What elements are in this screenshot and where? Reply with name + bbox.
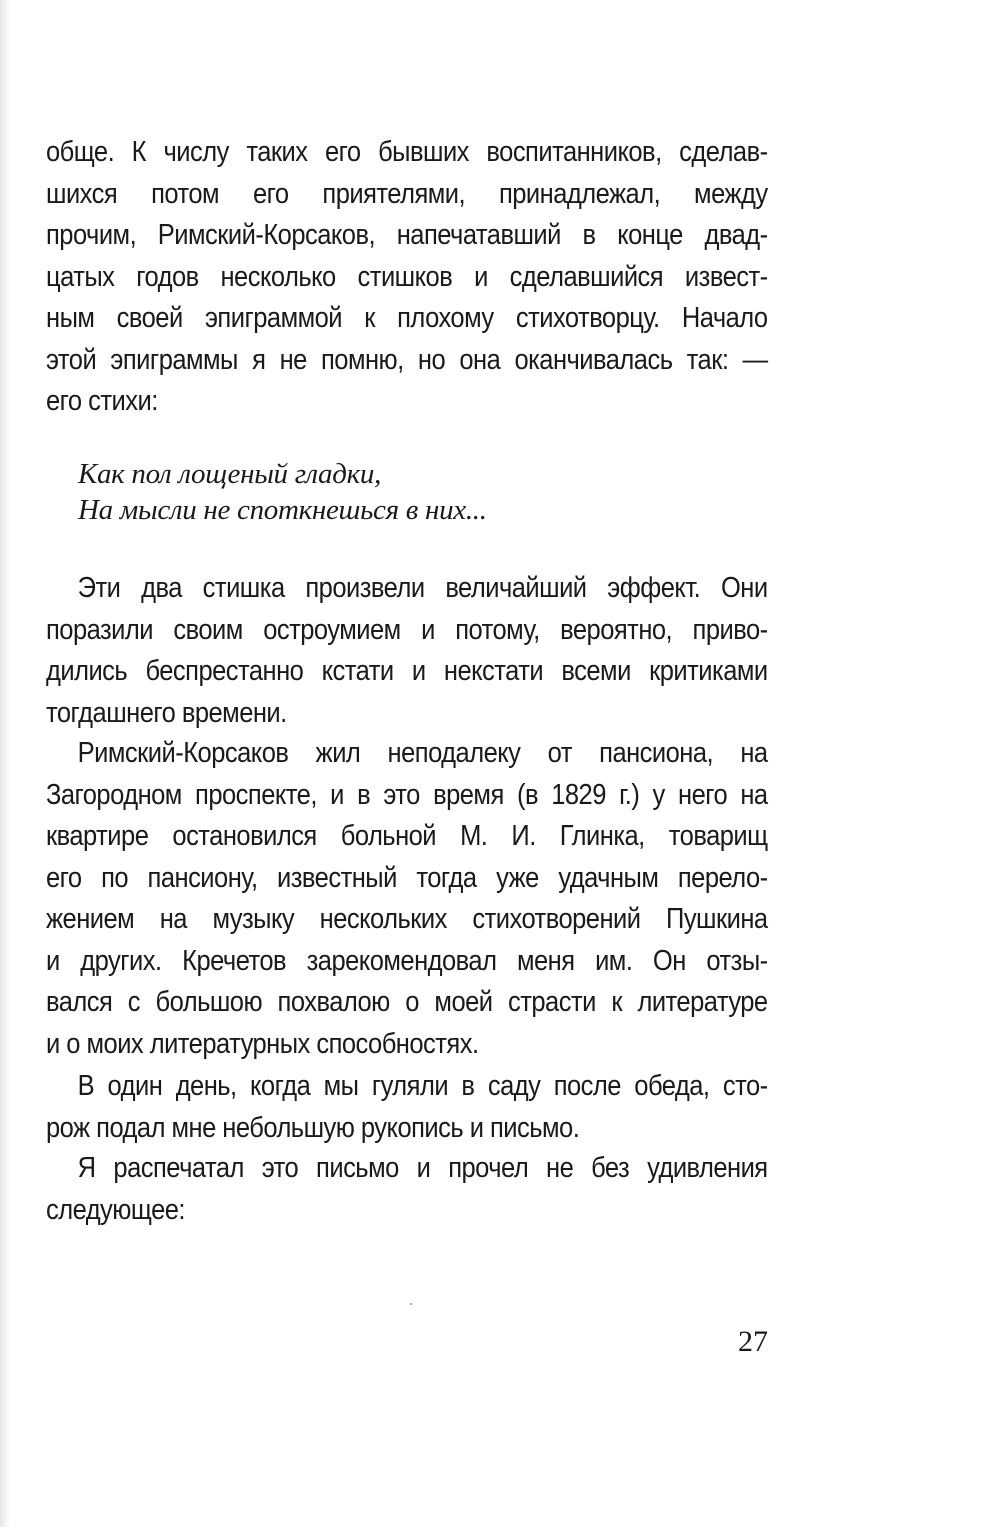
text-line: следующее: <box>46 1193 185 1226</box>
text-line: поразили своим остроумием и потому, вероятно, приво- <box>46 613 768 646</box>
text-line: рож подал мне небольшую рукопись и письмо. <box>46 1111 580 1144</box>
scan-edge-shadow <box>0 0 10 1527</box>
text-line: и о моих литературных способностях. <box>46 1027 479 1060</box>
page-number: 27 <box>738 1325 768 1358</box>
text-line: этой эпиграммы я не помню, но она оканчивалась так: — <box>46 343 768 376</box>
epigram-verse <box>78 456 487 528</box>
text-line: его по пансиону, известный тогда уже удачным перело- <box>46 861 768 894</box>
paragraph-3 <box>46 733 768 1065</box>
text-line: дились беспрестанно кстати и некстати всеми критиками <box>46 655 768 687</box>
text-line: Эти два стишка произвели величайший эффект. Они <box>77 572 768 604</box>
text-line: ным своей эпиграммой к плохому стихотворцу. Начало <box>46 302 768 334</box>
text-line: В один день, когда мы гуляли в саду после обеда, сто- <box>77 1070 768 1102</box>
text-line: и других. Кречетов зарекомендовал меня им. Он отзы- <box>46 944 768 977</box>
verse-line: Как пол лощеный гладки, <box>78 458 382 490</box>
paragraph-1 <box>46 132 768 423</box>
paragraph-4 <box>46 1066 768 1149</box>
text-line: тогдашнего времени. <box>46 696 287 729</box>
text-line: жением на музыку нескольких стихотворений Пушкина <box>46 903 768 935</box>
verse-line: На мысли не споткнешься в них... <box>78 494 487 526</box>
text-line: его стихи: <box>46 385 158 417</box>
text-line: прочим, Римский-Корсаков, напечатавший в конце двад- <box>46 219 768 251</box>
text-line: обще. К числу таких его бывших воспитанников, сделав- <box>46 136 768 168</box>
text-line: Я распечатал это письмо и прочел не без удивления <box>77 1152 768 1184</box>
scan-speck <box>410 1303 412 1305</box>
text-line: Римский-Корсаков жил неподалеку от пансиона, на <box>77 737 768 769</box>
paragraph-2 <box>46 568 768 734</box>
text-line: вался с большою похвалою о моей страсти к литературе <box>46 986 768 1018</box>
text-line: квартире остановился больной М. И. Глинка, товарищ <box>46 820 768 852</box>
paragraph-5 <box>46 1148 768 1231</box>
text-line: шихся потом его приятелями, принадлежал, между <box>46 177 768 210</box>
text-line: цатых годов несколько стишков и сделавшийся извест- <box>46 260 768 293</box>
text-line: Загородном проспекте, и в это время (в 1829 г.) у него на <box>46 778 768 811</box>
